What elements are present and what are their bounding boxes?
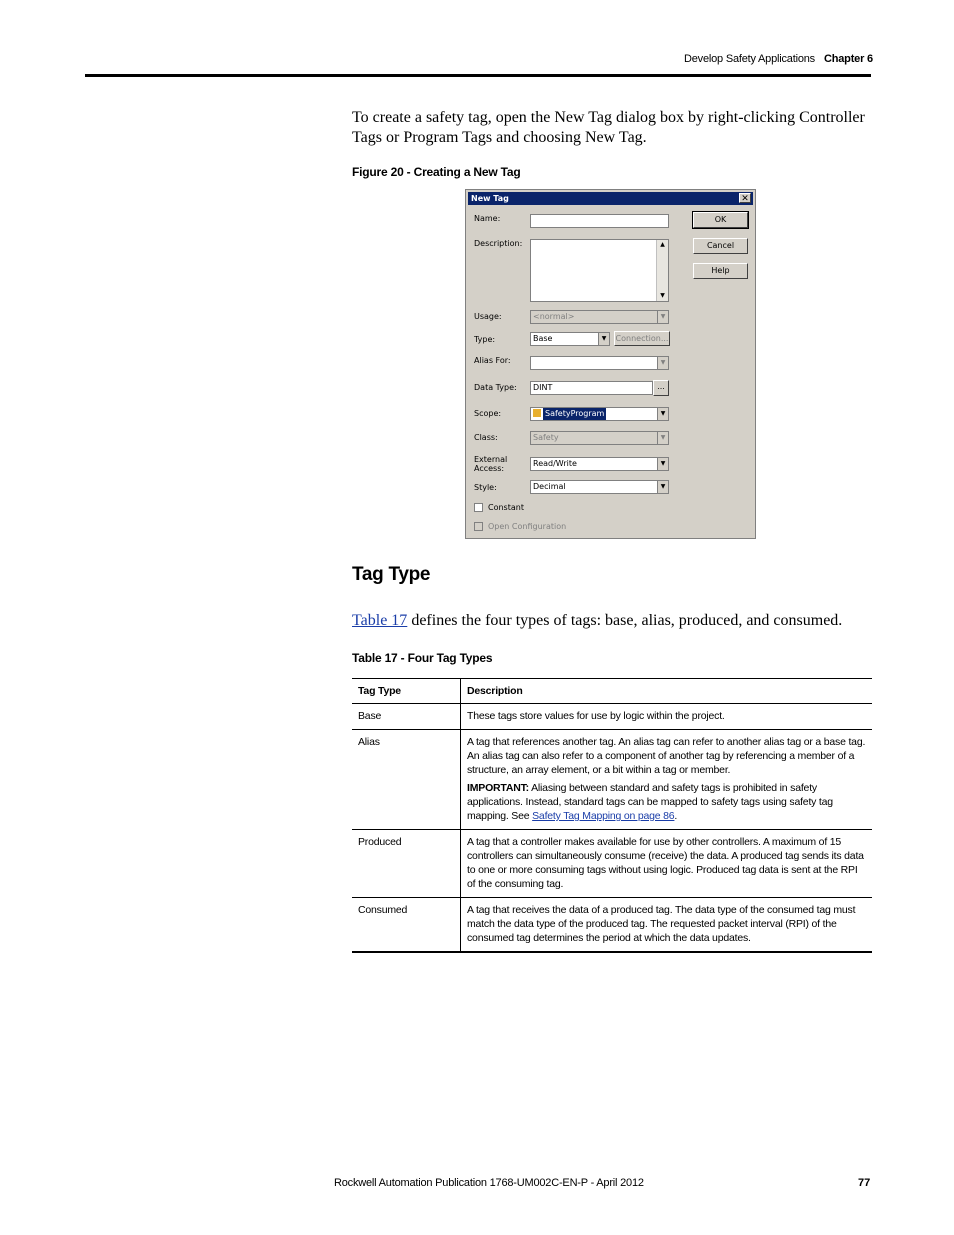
scope-select[interactable] bbox=[530, 407, 669, 421]
usage-label: Usage: bbox=[474, 312, 502, 321]
dialog-title: New Tag bbox=[471, 194, 509, 203]
open-configuration-checkbox bbox=[474, 522, 483, 531]
page-number: 77 bbox=[858, 1177, 871, 1189]
scroll-up-icon[interactable]: ▲ bbox=[660, 241, 665, 248]
header-section-title: Develop Safety Applications bbox=[684, 53, 815, 65]
column-header-tag-type: Tag Type bbox=[352, 679, 461, 704]
external-access-value: Read/Write bbox=[533, 459, 577, 468]
chevron-down-icon[interactable]: ▼ bbox=[598, 333, 609, 345]
alias-for-select[interactable] bbox=[530, 356, 669, 370]
cell-tag-type: Consumed bbox=[352, 898, 461, 953]
data-type-field[interactable]: DINT bbox=[530, 381, 653, 395]
ok-button[interactable]: OK bbox=[693, 212, 748, 228]
section-title: Tag Type bbox=[352, 564, 431, 585]
cell-description: A tag that receives the data of a produced tag. The data type of the consumed tag must match the data type of the produced tag. The requested packet interval (RPI) of the consumed tag determines the period at which the data updates. bbox=[461, 898, 873, 953]
chevron-down-icon[interactable]: ▼ bbox=[657, 357, 668, 369]
alias-description: A tag that references another tag. An alias tag can refer to another alias tag or a base tag. An alias tag can also refer to a component of another tag by referencing a member of a structure, an array element, or a bit within a tag or member. bbox=[467, 736, 866, 776]
connection-button: Connection... bbox=[614, 331, 670, 346]
style-value: Decimal bbox=[533, 482, 566, 491]
constant-label: Constant bbox=[488, 503, 524, 512]
chevron-down-icon[interactable]: ▼ bbox=[657, 458, 668, 470]
type-select[interactable] bbox=[530, 332, 610, 346]
description-field[interactable] bbox=[530, 239, 669, 302]
footer-publication: Rockwell Automation Publication 1768-UM002C-EN-P - April 2012 bbox=[334, 1177, 644, 1189]
chevron-down-icon: ▼ bbox=[657, 311, 668, 323]
usage-select bbox=[530, 310, 669, 324]
name-field[interactable] bbox=[530, 214, 669, 228]
alias-for-label: Alias For: bbox=[474, 356, 511, 365]
table-row bbox=[352, 730, 872, 830]
dialog-titlebar bbox=[468, 192, 753, 205]
table-header-row bbox=[352, 679, 872, 704]
description-label: Description: bbox=[474, 239, 523, 248]
column-header-description: Description bbox=[461, 679, 873, 704]
chevron-down-icon[interactable]: ▼ bbox=[657, 481, 668, 493]
open-configuration-label: Open Configuration bbox=[488, 522, 567, 531]
intro-paragraph: To create a safety tag, open the New Tag dialog box by right-clicking Controller Tags or Program Tags and choosing New Tag. bbox=[352, 109, 865, 146]
important-text: Aliasing between standard and safety tags is prohibited in safety applications. Instead, standard tags can be mapped to safety tags using safety tag mapping. See bbox=[467, 782, 833, 822]
type-label: Type: bbox=[474, 335, 496, 344]
class-select bbox=[530, 431, 669, 445]
table-row bbox=[352, 704, 872, 730]
cell-tag-type: Base bbox=[352, 704, 461, 730]
chevron-down-icon[interactable]: ▼ bbox=[657, 408, 668, 420]
description-scrollbar[interactable] bbox=[656, 240, 668, 301]
class-label: Class: bbox=[474, 433, 498, 442]
table-caption: Table 17 - Four Tag Types bbox=[352, 651, 493, 665]
type-value: Base bbox=[533, 334, 553, 343]
body-text: defines the four types of tags: base, alias, produced, and consumed. bbox=[407, 612, 843, 629]
style-select[interactable] bbox=[530, 480, 669, 494]
scope-icon bbox=[533, 409, 541, 417]
usage-value: <normal> bbox=[533, 312, 575, 321]
table-row bbox=[352, 830, 872, 898]
new-tag-dialog bbox=[465, 189, 756, 539]
header-chapter: Chapter 6 bbox=[824, 53, 873, 65]
cell-description: A tag that a controller makes available for use by other controllers. A maximum of 15 controllers can simultaneously consume (receive) the data. A produced tag sends its data to one or more consuming tags without using logic. Produced tag data is sent at the RPI of the consuming tag. bbox=[461, 830, 873, 898]
external-access-label-2: Access: bbox=[474, 464, 505, 473]
chevron-down-icon: ▼ bbox=[657, 432, 668, 444]
cell-description: These tags store values for use by logic within the project. bbox=[461, 704, 873, 730]
data-type-label: Data Type: bbox=[474, 383, 517, 392]
external-access-label-1: External bbox=[474, 455, 508, 464]
style-label: Style: bbox=[474, 483, 497, 492]
body-paragraph bbox=[352, 612, 872, 630]
name-label: Name: bbox=[474, 214, 501, 223]
important-label: IMPORTANT: bbox=[467, 782, 529, 794]
data-type-browse-button[interactable]: ... bbox=[653, 380, 669, 396]
constant-checkbox[interactable] bbox=[474, 503, 483, 512]
safety-tag-mapping-link[interactable]: Safety Tag Mapping on page 86 bbox=[532, 810, 675, 822]
header-rule bbox=[85, 74, 871, 77]
close-icon[interactable]: ✕ bbox=[739, 193, 751, 203]
cell-tag-type: Alias bbox=[352, 730, 461, 830]
cell-tag-type: Produced bbox=[352, 830, 461, 898]
scope-label: Scope: bbox=[474, 409, 502, 418]
external-access-select[interactable] bbox=[530, 457, 669, 471]
scroll-down-icon[interactable]: ▼ bbox=[660, 292, 665, 299]
cancel-button[interactable]: Cancel bbox=[693, 238, 748, 254]
help-button[interactable]: Help bbox=[693, 263, 748, 279]
important-end: . bbox=[674, 810, 678, 822]
figure-caption: Figure 20 - Creating a New Tag bbox=[352, 165, 521, 179]
cell-description bbox=[461, 730, 873, 830]
table-row bbox=[352, 898, 872, 953]
important-note bbox=[467, 781, 866, 823]
table-17-link[interactable]: Table 17 bbox=[352, 612, 408, 629]
scope-value: SafetyProgram bbox=[545, 409, 605, 418]
tag-types-table bbox=[352, 678, 872, 953]
class-value: Safety bbox=[533, 433, 559, 442]
